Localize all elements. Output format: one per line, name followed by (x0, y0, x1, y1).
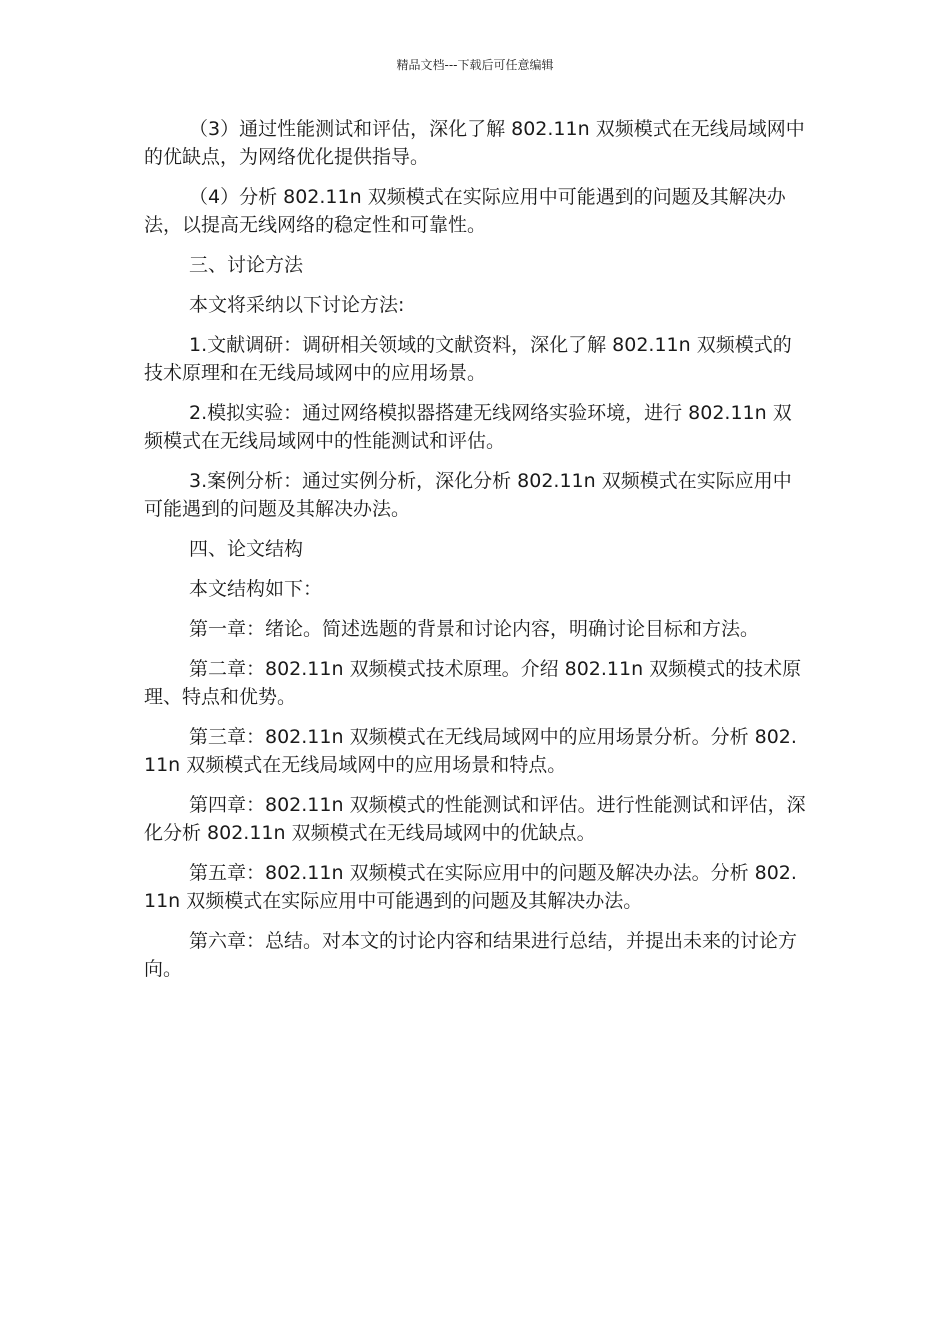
paragraph-method-literature: 1.文献调研：调研相关领域的文献资料，深化了解 802.11n 双频模式的技术原理和在无线局域网中的应用场景。 (144, 334, 792, 384)
paragraph-methods-intro: 本文将采纳以下讨论方法: (189, 294, 405, 316)
paragraph-chapter-1: 第一章：绪论。简述选题的背景和讨论内容，明确讨论目标和方法。 (189, 618, 760, 640)
paragraph-structure-intro: 本文结构如下： (189, 578, 323, 600)
paragraph-chapter-3: 第三章：802.11n 双频模式在无线局域网中的应用场景分析。分析 802.11n 双频模式在无线局域网中的应用场景和特点。 (144, 726, 797, 776)
section-heading-methods: 三、讨论方法 (189, 254, 304, 276)
paragraph-objective-4: （4）分析 802.11n 双频模式在实际应用中可能遇到的问题及其解决办法，以提高无线网络的稳定性和可靠性。 (144, 186, 786, 236)
page-header: 精品文档---下载后可任意编辑 (396, 58, 554, 72)
paragraph-chapter-4: 第四章：802.11n 双频模式的性能测试和评估。进行性能测试和评估，深化分析 802.11n 双频模式在无线局域网中的优缺点。 (144, 794, 806, 844)
paragraph-method-case-study: 3.案例分析：通过实例分析，深化分析 802.11n 双频模式在实际应用中可能遇到的问题及其解决办法。 (144, 470, 792, 520)
paragraph-chapter-6: 第六章：总结。对本文的讨论内容和结果进行总结，并提出未来的讨论方向。 (144, 930, 798, 980)
paragraph-chapter-5: 第五章：802.11n 双频模式在实际应用中的问题及解决办法。分析 802.11n 双频模式在实际应用中可能遇到的问题及其解决办法。 (144, 862, 797, 912)
paragraph-method-simulation: 2.模拟实验：通过网络模拟器搭建无线网络实验环境，进行 802.11n 双频模式在无线局域网中的性能测试和评估。 (144, 402, 792, 452)
paragraph-objective-3: （3）通过性能测试和评估，深化了解 802.11n 双频模式在无线局域网中的优缺点，为网络优化提供指导。 (144, 118, 805, 168)
document-body (144, 115, 806, 995)
paragraph-chapter-2: 第二章：802.11n 双频模式技术原理。介绍 802.11n 双频模式的技术原理、特点和优势。 (144, 658, 802, 708)
section-heading-structure: 四、论文结构 (189, 538, 304, 560)
